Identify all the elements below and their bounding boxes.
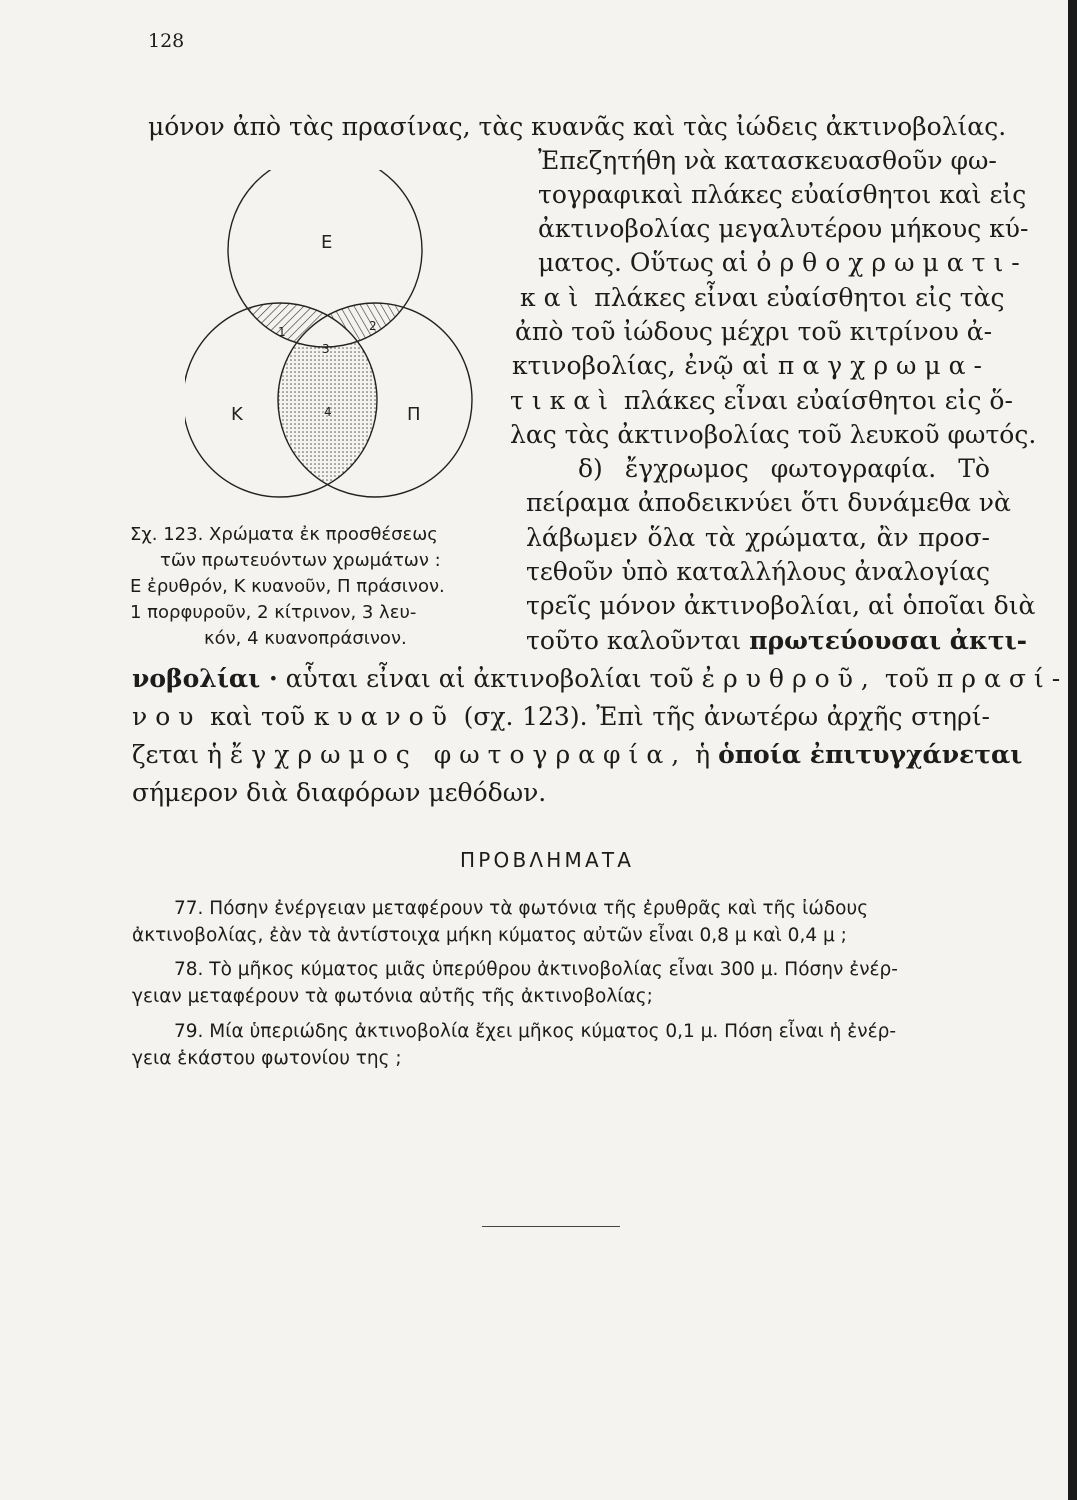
section-heading: ΠΡΟΒΛΗΜΑΤΑ [460,848,635,872]
body-line: πείραμα ἀποδεικνύει ὅτι δυνάμεθα νὰ [526,488,1011,517]
problem-line: ἀκτινοβολίας, ἐὰν τὰ ἀντίστοιχα μήκη κύματος αὐτῶν εἶναι 0,8 μ καὶ 0,4 μ ; [132,925,847,946]
problem-line: γειαν μεταφέρουν τὰ φωτόνια αὐτῆς τῆς ἀκτινοβολίας; [132,986,653,1007]
body-line: νου καὶ τοῦ κυανοῦ (σχ. 123). Ἐπὶ τῆς ἀνωτέρω ἀρχῆς στηρί- [132,702,990,731]
caption-line: 1 πορφυροῦν, 2 κίτρινον, 3 λευ- [130,602,417,623]
body-line: ματος. Οὕτως αἱ ὀρθοχρωματι- [538,248,1028,277]
figure-caption [130,522,525,652]
body-line: τοῦτο καλοῦνται πρωτεύουσαι ἀκτι- [526,626,1028,655]
body-line: τρεῖς μόνον ἀκτινοβολίαι, αἱ ὁποῖαι διὰ [526,591,1036,620]
body-line: σήμερον διὰ διαφόρων μεθόδων. [132,778,547,807]
body-line: λας τὰς ἀκτινοβολίας τοῦ λευκοῦ φωτός. [510,420,1037,449]
venn-figure [185,170,515,505]
label-k: Κ [231,404,243,425]
body-line: μόνον ἀπὸ τὰς πρασίνας, τὰς κυανᾶς καὶ τὰς ἰώδεις ἀκτινοβολίας. [148,112,1007,141]
body-line: δ) ἔγχρωμος φωτογραφία. Τὸ [578,454,990,483]
problem-78 [132,956,990,1010]
label-region-2: 2 [369,319,377,333]
problem-79 [132,1018,990,1072]
body-line: κτινοβολίας, ἐνῷ αἱ παγχρωμα- [512,351,990,380]
body-line: ζεται ἡ ἔγχρωμος φωτογραφία, ἡ ὁποία ἐπιτυγχάνεται [132,740,1023,769]
body-line: ἀπὸ τοῦ ἰώδους μέχρι τοῦ κιτρίνου ἀ- [515,317,993,346]
caption-line: Σχ. 123. Χρώματα ἐκ προσθέσεως [130,524,438,545]
page-edge-shadow [1068,0,1077,1500]
label-region-1: 1 [278,325,286,339]
problem-77 [132,895,990,949]
label-region-4: 4 [324,405,332,419]
caption-line: τῶν πρωτευόντων χρωμάτων : [160,550,441,571]
label-region-3: 3 [322,342,330,356]
problem-line: 77. Πόσην ἐνέργειαν μεταφέρουν τὰ φωτόνια τῆς ἐρυθρᾶς καὶ τῆς ἰώδους [174,898,869,919]
body-line: νοβολίαι · αὗται εἶναι αἱ ἀκτινοβολίαι τοῦ ἐρυθροῦ, τοῦ πρασί- [132,664,1069,693]
label-p: Π [407,404,421,425]
page-number: 128 [148,30,185,52]
footer-rule [482,1226,620,1227]
body-line: τεθοῦν ὑπὸ καταλλήλους ἀναλογίας [526,557,990,586]
body-line: τικαὶ πλάκες εἶναι εὐαίσθητοι εἰς ὅ- [510,386,1013,415]
label-e: Ε [321,232,333,253]
body-line: ἀκτινοβολίας μεγαλυτέρου μήκους κύ- [538,214,1029,243]
body-line: τογραφικαὶ πλάκες εὐαίσθητοι καὶ εἰς [538,180,1027,209]
problem-line: 78. Τὸ μῆκος κύματος μιᾶς ὑπερύθρου ἀκτινοβολίας εἶναι 300 μ. Πόσην ἐνέρ- [174,959,898,980]
body-line: Ἐπεζητήθη νὰ κατασκευασθοῦν φω- [538,146,997,175]
body-line: καὶ πλάκες εἶναι εὐαίσθητοι εἰς τὰς [520,283,1005,312]
caption-line: κόν, 4 κυανοπράσινον. [204,628,407,649]
problem-line: γεια ἑκάστου φωτονίου της ; [132,1048,402,1069]
problem-line: 79. Μία ὑπεριώδης ἀκτινοβολία ἔχει μῆκος κύματος 0,1 μ. Πόση εἶναι ἡ ἐνέρ- [174,1021,897,1042]
body-line: λάβωμεν ὅλα τὰ χρώματα, ἂν προσ- [526,523,990,552]
caption-line: Ε ἐρυθρόν, Κ κυανοῦν, Π πράσινον. [130,576,445,597]
color-addition-diagram [185,170,515,505]
